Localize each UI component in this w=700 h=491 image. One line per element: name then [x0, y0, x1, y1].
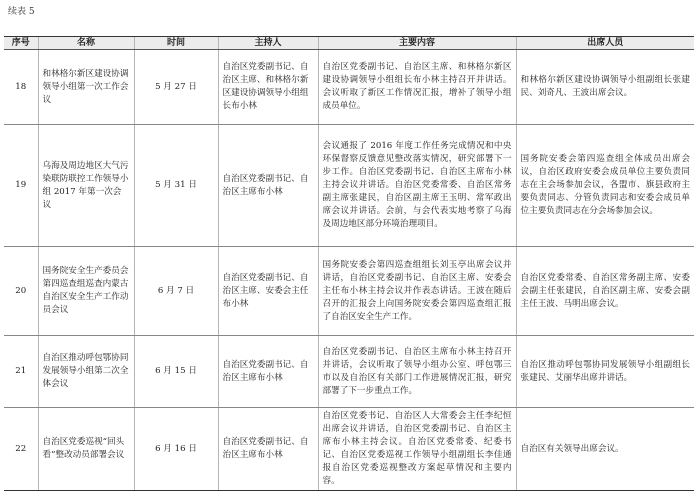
table-row	[4, 336, 694, 408]
row-content: 自治区党委副书记、自治区主席、和林格尔新区建设协调领导小组组长布小林主持召开并讲话。会议听取了新区工作情况汇报，增补了领导小组成员单位。	[318, 50, 516, 125]
header-attendees: 出席人员	[516, 37, 694, 50]
row-no: 22	[4, 408, 38, 491]
row-host: 自治区党委副书记、自治区主席布小林	[218, 336, 318, 408]
row-date: 6 月 16 日	[134, 408, 218, 491]
row-no: 21	[4, 336, 38, 408]
meetings-table	[4, 36, 694, 491]
table-header-row	[4, 37, 694, 50]
row-content: 自治区党委书记、自治区人大常委会主任李纪恒出席会议并讲话，自治区党委副书记、自治区主席布小林主持会议。自治区党委常委、纪委书记、自治区党委巡视工作领导小组副组长李佳通报自治区党委巡视整改方案起草情况和主要内容。	[318, 408, 516, 491]
table-row	[4, 408, 694, 491]
row-no: 18	[4, 50, 38, 125]
row-attendees: 自治区推动呼包鄂协同发展领导小组副组长张建民、艾丽华出席并讲话。	[516, 336, 694, 408]
row-attendees: 自治区有关领导出席会议。	[516, 408, 694, 491]
header-content: 主要内容	[318, 37, 516, 50]
row-attendees: 和林格尔新区建设协调领导小组副组长张建民、刘奇凡、王波出席会议。	[516, 50, 694, 125]
row-date: 6 月 7 日	[134, 247, 218, 336]
header-no: 序号	[4, 37, 38, 50]
row-host: 自治区党委副书记、自治区主席布小林	[218, 408, 318, 491]
header-name: 名称	[38, 37, 134, 50]
table-row	[4, 247, 694, 336]
table-row	[4, 125, 694, 247]
row-date: 5 月 31 日	[134, 125, 218, 247]
row-name: 乌海及周边地区大气污染联防联控工作领导小组 2017 年第一次会议	[38, 125, 134, 247]
row-content: 会议通报了 2016 年度工作任务完成情况和中央环保督察反馈意见整改落实情况，研究部署下一步工作。自治区党委副书记、自治区主席布小林主持会议并讲话。自治区党委常委、自治区常务副主席张建民，自治区副主席王玉明、常军政出席会议并讲话。会前，与会代表实地考察了乌海及周边地区部分环境治理项目。	[318, 125, 516, 247]
row-name: 国务院安全生产委员会第四巡查组巡查内蒙古自治区安全生产工作动员会议	[38, 247, 134, 336]
row-content: 国务院安委会第四巡查组组长刘玉亭出席会议并讲话，自治区党委副书记、自治区主席、安委会主任布小林主持会议并作表态讲话。王波在随后召开的汇报会上向国务院安委会第四巡查组汇报了自治区安全生产工作。	[318, 247, 516, 336]
table-caption: 续表 5	[8, 7, 35, 17]
row-host: 自治区党委副书记、自治区主席、安委会主任布小林	[218, 247, 318, 336]
row-date: 5 月 27 日	[134, 50, 218, 125]
row-date: 6 月 15 日	[134, 336, 218, 408]
row-attendees: 国务院安委会第四巡查组全体成员出席会议，自治区政府安委会成员单位主要负责同志在主会场参加会议，各盟市、旗县政府主要负责同志、分管负责同志和安委会成员单位主要负责同志在分会场参加会议。	[516, 125, 694, 247]
row-content: 自治区党委副书记、自治区主席布小林主持召开并讲话，会议听取了领导小组办公室、呼包鄂三市以及自治区有关部门工作进展情况汇报，研究部署了下一步重点工作。	[318, 336, 516, 408]
row-no: 20	[4, 247, 38, 336]
row-attendees: 自治区党委常委、自治区常务副主席、安委会副主任张建民，自治区副主席、安委会副主任王波、马明出席会议。	[516, 247, 694, 336]
row-name: 自治区推动呼包鄂协同发展领导小组第二次全体会议	[38, 336, 134, 408]
row-host: 自治区党委副书记、自治区主席布小林	[218, 125, 318, 247]
row-name: 自治区党委巡视“回头看”整改动员部署会议	[38, 408, 134, 491]
header-host: 主持人	[218, 37, 318, 50]
row-host: 自治区党委副书记、自治区主席、和林格尔新区建设协调领导小组组长布小林	[218, 50, 318, 125]
header-date: 时间	[134, 37, 218, 50]
row-name: 和林格尔新区建设协调领导小组第一次工作会议	[38, 50, 134, 125]
row-no: 19	[4, 125, 38, 247]
table-row	[4, 50, 694, 125]
